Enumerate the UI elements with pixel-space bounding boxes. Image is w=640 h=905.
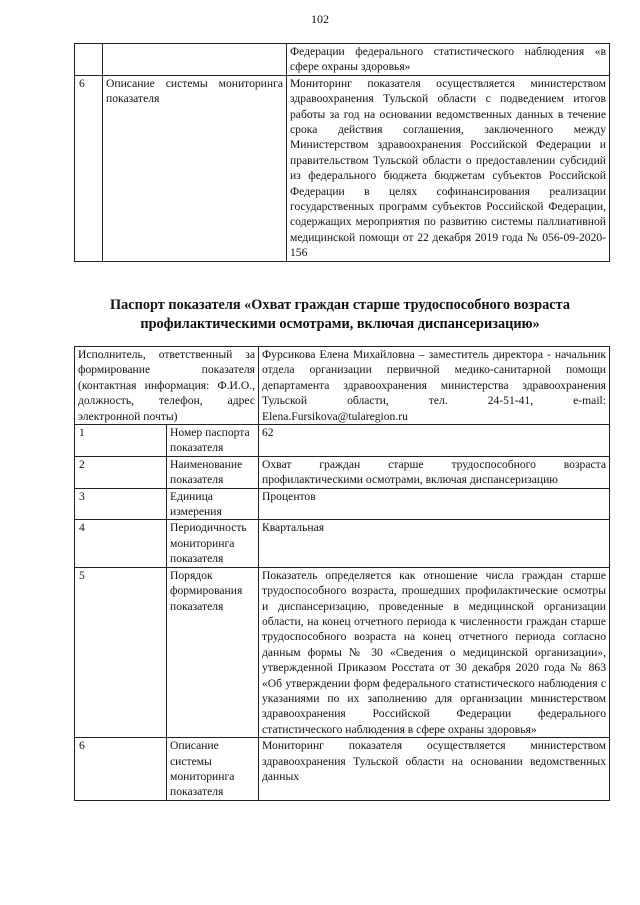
table-row — [75, 567, 610, 737]
table-row — [75, 75, 610, 261]
passport-table — [74, 346, 610, 801]
row-label: Порядок формирования показателя — [167, 567, 259, 737]
executor-label: Исполнитель, ответственный за формирование показателя (контактная информация: Ф.И.О., должность, телефон, адрес электронной почты) — [75, 347, 259, 425]
table-row — [75, 456, 610, 488]
table-row — [75, 44, 610, 76]
row-value: Мониторинг показателя осуществляется министерством здравоохранения Тульской области на основании ведомственных данных — [259, 738, 610, 801]
row-number: 6 — [75, 738, 167, 801]
row-number-cell — [75, 44, 103, 76]
row-label: Описание системы мониторинга показателя — [103, 75, 287, 261]
executor-value: Фурсикова Елена Михайловна – заместитель директора - начальник отдела организации первичной медико-санитарной помощи департамента здравоохранения министерства здравоохранения Тульской области, тел. 24-51-41, e-mail: Elena.Fursikova@tularegion.ru — [259, 347, 610, 425]
row-label: Единица измерения — [167, 488, 259, 520]
row-number: 4 — [75, 520, 167, 567]
table-row — [75, 520, 610, 567]
row-number: 5 — [75, 567, 167, 737]
row-value: Процентов — [259, 488, 610, 520]
row-number: 1 — [75, 425, 167, 457]
row-value: Квартальная — [259, 520, 610, 567]
table-row — [75, 488, 610, 520]
row-value: Мониторинг показателя осуществляется министерством здравоохранения Тульской области с подведением итогов работы за год на основании ведомственных данных в течение срока действия соглашения, заключенного между Министерством здравоохранения Российской Федерации и правительством Тульской области о предоставлении субсидий из федерального бюджета бюджетам субъектов Российской Федерации в целях софинансирования реализации государственных программ субъектов Российской Федерации, содержащих мероприятия по развитию системы паллиативной медицинской помощи от 22 декабря 2019 года № 056-09-2020-156 — [287, 75, 610, 261]
continued-text: Федерации федерального статистического наблюдения «в сфере охраны здоровья» — [287, 44, 610, 76]
row-number: 2 — [75, 456, 167, 488]
row-value: Показатель определяется как отношение числа граждан старше трудоспособного возраста, прошедших профилактические осмотры и диспансеризацию, проведенные в медицинской организации области, на конец отчетного периода к численности граждан старше трудоспособного возраста на конец отчетного периода согласно данным формы № 30 «Сведения о медицинской организации», утвержденной Приказом Росстата от 30 декабря 2020 года № 863 «Об утверждении форм федерального статистического наблюдения с указаниями по их заполнению для организации министерством здравоохранения Российской Федерации федерального статистического наблюдения в сфере охраны здоровья» — [259, 567, 610, 737]
row-value: Охват граждан старше трудоспособного возраста профилактическими осмотрами, включая диспансеризацию — [259, 456, 610, 488]
table-row — [75, 738, 610, 801]
row-number: 3 — [75, 488, 167, 520]
table-row — [75, 425, 610, 457]
row-label-cell — [103, 44, 287, 76]
row-label: Периодичность мониторинга показателя — [167, 520, 259, 567]
row-label: Описание системы мониторинга показателя — [167, 738, 259, 801]
passport-table-continued — [74, 43, 610, 262]
row-value: 62 — [259, 425, 610, 457]
row-number: 6 — [75, 75, 103, 261]
row-label: Наименование показателя — [167, 456, 259, 488]
table-row-executor — [75, 347, 610, 425]
passport-heading: Паспорт показателя «Охват граждан старше трудоспособного возраста профилактическими осмотрами, включая диспансеризацию» — [110, 297, 570, 332]
page-number: 102 — [311, 12, 329, 26]
row-label: Номер паспорта показателя — [167, 425, 259, 457]
